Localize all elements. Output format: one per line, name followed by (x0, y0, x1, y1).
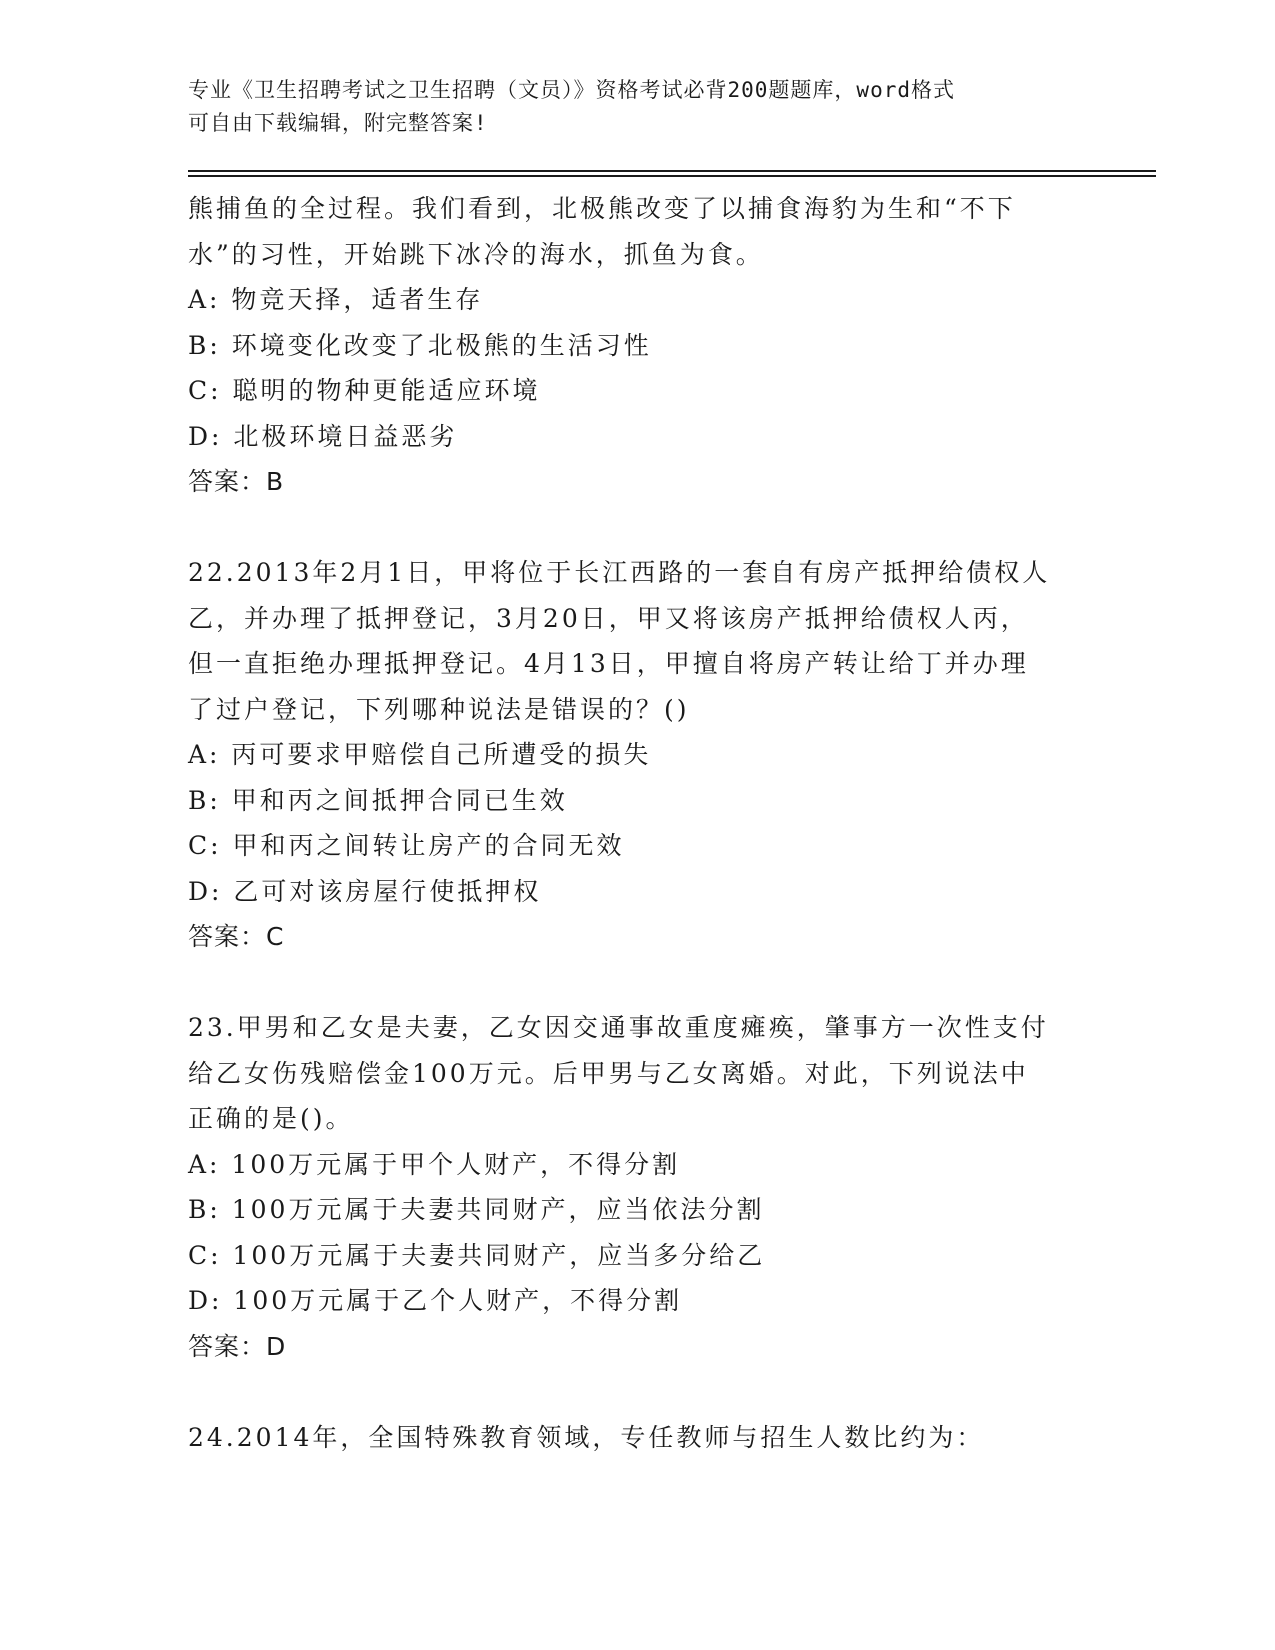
document-header (188, 74, 1088, 140)
question-stem-line: 24.2014年，全国特殊教育领域，专任教师与招生人数比约为： (188, 1422, 985, 1452)
header-line-2: 可自由下载编辑，附完整答案! (188, 111, 488, 135)
answer-line: 答案：D (188, 1331, 287, 1361)
answer-line: 答案：C (188, 922, 285, 951)
option-d: D: 100万元属于乙个人财产，不得分割 (188, 1286, 683, 1315)
option-a: A: 100万元属于甲个人财产，不得分割 (188, 1149, 681, 1179)
document-body (188, 186, 1088, 1460)
answer-line: 答案：B (188, 467, 285, 496)
option-d: D: 乙可对该房屋行使抵押权 (188, 876, 542, 906)
option-c: C: 甲和丙之间转让房产的合同无效 (188, 831, 625, 860)
option-a: A: 丙可要求甲赔偿自己所遭受的损失 (188, 740, 652, 769)
question-21 (188, 186, 1088, 505)
question-stem-line: 23.甲男和乙女是夫妻，乙女因交通事故重度瘫痪，肇事方一次性支付 (188, 1013, 1049, 1042)
option-b: B: 环境变化改变了北极熊的生活习性 (188, 330, 652, 360)
option-b: B: 甲和丙之间抵押合同已生效 (188, 785, 568, 815)
option-c: C: 100万元属于夫妻共同财产，应当多分给乙 (188, 1240, 766, 1270)
option-d: D: 北极环境日益恶劣 (188, 421, 458, 451)
question-stem-line: 了过户登记，下列哪种说法是错误的？() (188, 694, 690, 724)
question-stem-line: 乙，并办理了抵押登记，3月20日，甲又将该房产抵押给债权人丙， (188, 603, 1029, 633)
question-24 (188, 1415, 1088, 1461)
option-b: B: 100万元属于夫妻共同财产，应当依法分割 (188, 1195, 765, 1224)
question-stem-line: 熊捕鱼的全过程。我们看到，北极熊改变了以捕食海豹为生和“不下 (188, 194, 1016, 223)
option-a: A: 物竞天择，适者生存 (188, 285, 484, 314)
question-stem-line: 22.2013年2月1日，甲将位于长江西路的一套自有房产抵押给债权人 (188, 558, 1051, 587)
header-line-1: 专业《卫生招聘考试之卫生招聘（文员）》资格考试必背200题题库，word格式 (188, 78, 955, 102)
option-c: C: 聪明的物种更能适应环境 (188, 376, 541, 405)
question-stem-line: 但一直拒绝办理抵押登记。4月13日，甲擅自将房产转让给丁并办理 (188, 649, 1029, 678)
header-rule-bottom (188, 175, 1156, 177)
question-stem-line: 正确的是()。 (188, 1104, 354, 1133)
question-stem-line: 给乙女伤残赔偿金100万元。后甲男与乙女离婚。对此，下列说法中 (188, 1058, 1029, 1088)
question-stem-line: 水”的习性，开始跳下冰冷的海水，抓鱼为食。 (188, 239, 764, 269)
header-rule-top (188, 170, 1156, 172)
question-22 (188, 550, 1088, 960)
question-23 (188, 1005, 1088, 1369)
